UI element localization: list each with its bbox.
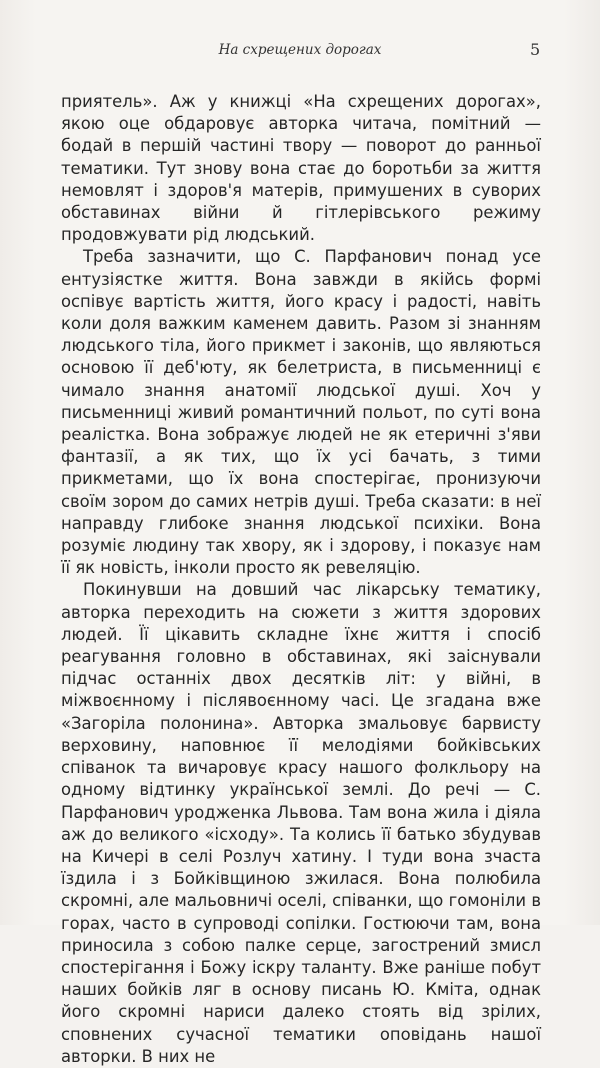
paragraph: Покинувши на довший час лікарську тематику, авторка переходить на сюжети з життя здорових людей. Її цікавить складне їхнє життя і спосіб реагування головно в обставинах, які заіснували підчас останніх двох десятків літ: у війні, в міжвоєнному і післявоєнному часі. Це згадана вже «Загоріла полонина». Авторка змальовує барвисту верховину, наповнює її мелодіями бойківських співанок та вичаровує красу нашого фолкльору на одному відтинку української землі. До речі — С. Парфанович уродженка Львова. Там вона жила і діяла аж до великого «ісходу». Та колись її батько збудував на Кичері в селі Розлуч хатину. І туди вона зчаста їздила і з Бойківщиною зжилася. Вона полюбила скромні, але мальовничі оселі, співанки, що гомоніли в горах, часто в супроводі сопілки. Гостюючи там, вона приносила з собою палке серце, загострений змисл спостерігання і Божу іскру таланту. Вже раніше побут наших бойків ляг в основу писань Ю. Кміта, однак його скромні нариси далеко стоять від зрілих, сповнених сучасної тематики оповідань нашої авторки. В них не [61,580,541,1066]
paragraph: приятель». Аж у книжці «На схрещених дорогах», якою оце обдаровує авторка читача, помітний — бодай в першій частині твору — поворот до ранньої тематики. Тут знову вона стає до боротьби за життя немовлят і здоров'я матерів, примушених в суворих обставинах війни й гітлерівського режиму продовжувати рід людський. [61,92,541,245]
paragraph: Треба зазначити, що С. Парфанович понад усе ентузіястке життя. Вона завжди в якійсь формі оспівує вартість життя, його красу і радості, навіть коли доля важким каменем давить. Разом зі знанням людського тіла, його прикмет і законів, що являються основою її деб'юту, як белетриста, в письменниці є чимало знання анатомії людської душі. Хоч у письменниці живий романтичний польот, по суті вона реалістка. Вона зображує людей не як етеричні з'яви фантазії, а як тих, що їх усі бачать, з тими прикметами, що їх вона спостерігає, пронизуючи своїм зором до самих нетрів душі. Треба сказати: в неї направду глибоке знання людської психіки. Вона розуміє людину так хвору, як і здорову, і показує нам її як новість, інколи просто як ревеляцію. [61,247,541,578]
page-number: 5 [530,40,541,59]
running-header [0,40,600,60]
running-title: На схрещених дорогах [218,42,382,58]
body-text [61,91,541,1068]
